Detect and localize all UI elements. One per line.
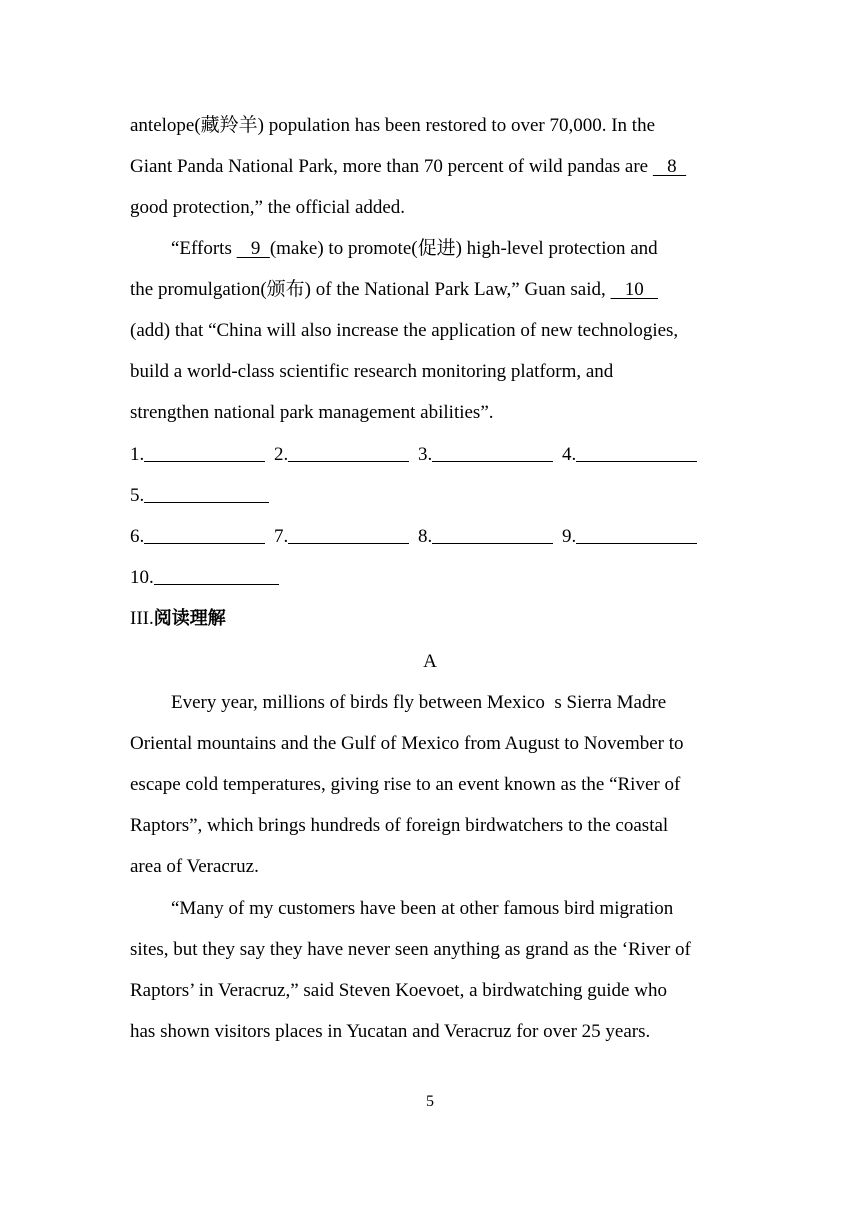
answer-slot-2[interactable] (274, 443, 409, 467)
answer-number: 3. (418, 444, 433, 465)
answer-number: 5. (130, 485, 145, 506)
answer-number: 9. (562, 526, 577, 547)
section-heading (130, 607, 226, 631)
answer-row-4 (130, 566, 283, 590)
reading-line-3: escape cold temperatures, giving rise to an event known as the “River of (130, 774, 681, 795)
reading-line-5: area of Veracruz. (130, 856, 259, 877)
answer-number: 4. (562, 444, 577, 465)
reading-line-7: sites, but they say they have never seen anything as grand as the ‘River of (130, 939, 691, 960)
answer-slot-6[interactable] (130, 525, 265, 549)
reading-line-1: Every year, millions of birds fly between Mexico s Sierra Madre (171, 692, 667, 713)
reading-line-2: Oriental mountains and the Gulf of Mexico from August to November to (130, 733, 684, 754)
passage-line-7: build a world-class scientific research monitoring platform, and (130, 361, 614, 382)
answer-slot-10[interactable] (130, 566, 279, 590)
answer-slot-9[interactable] (562, 525, 697, 549)
page-number: 5 (426, 1093, 434, 1110)
passage-line-8: strengthen national park management abilities”. (130, 402, 494, 423)
passage-line-5-text: the promulgation(颁布) of the National Park Law,” Guan said, (130, 279, 611, 300)
passage-line-1: antelope(藏羚羊) population has been restored to over 70,000. In the (130, 115, 655, 136)
reading-line-4: Raptors”, which brings hundreds of foreign birdwatchers to the coastal (130, 815, 669, 836)
answer-line (288, 525, 409, 544)
answer-slot-7[interactable] (274, 525, 409, 549)
answer-line (144, 525, 265, 544)
answer-slot-8[interactable] (418, 525, 553, 549)
reading-line-9: has shown visitors places in Yucatan and Veracruz for over 25 years. (130, 1021, 651, 1042)
passage-line-4-text: “Efforts (171, 238, 237, 259)
passage-line-3: good protection,” the official added. (130, 197, 406, 218)
answer-line (432, 525, 553, 544)
answer-line (576, 525, 697, 544)
answer-line (144, 443, 265, 462)
answer-line (432, 443, 553, 462)
blank-8: 8 (652, 156, 687, 177)
passage-line-5 (130, 278, 658, 302)
answer-slot-4[interactable] (562, 443, 697, 467)
reading-line-6: “Many of my customers have been at other famous bird migration (171, 898, 674, 919)
answer-line (288, 443, 409, 462)
reading-line-8: Raptors’ in Veracruz,” said Steven Koevoet, a birdwatching guide who (130, 980, 667, 1001)
answer-row-3 (130, 525, 701, 549)
answer-line (154, 566, 279, 585)
answer-number: 2. (274, 444, 289, 465)
answer-number: 1. (130, 444, 145, 465)
answer-number: 10. (130, 567, 154, 588)
answer-row-2 (130, 484, 273, 508)
passage-line-2 (130, 155, 686, 179)
section-title: 阅读理解 (153, 608, 226, 629)
passage-line-2-text: Giant Panda National Park, more than 70 percent of wild pandas are (130, 156, 653, 177)
blank-9: 9 (236, 238, 270, 259)
passage-line-4 (171, 237, 658, 261)
passage-line-4-tail: (make) to promote(促进) high-level protection and (269, 238, 658, 259)
answer-line (144, 484, 269, 503)
answer-number: 8. (418, 526, 433, 547)
answer-slot-1[interactable] (130, 443, 265, 467)
answer-slot-3[interactable] (418, 443, 553, 467)
answer-number: 7. (274, 526, 289, 547)
passage-line-6: (add) that “China will also increase the application of new technologies, (130, 320, 679, 341)
answer-line (576, 443, 697, 462)
section-roman: III. (130, 608, 154, 629)
part-label: A (423, 651, 437, 672)
answer-row-1 (130, 443, 701, 467)
blank-10: 10 (610, 279, 659, 300)
answer-slot-5[interactable] (130, 484, 269, 508)
answer-number: 6. (130, 526, 145, 547)
